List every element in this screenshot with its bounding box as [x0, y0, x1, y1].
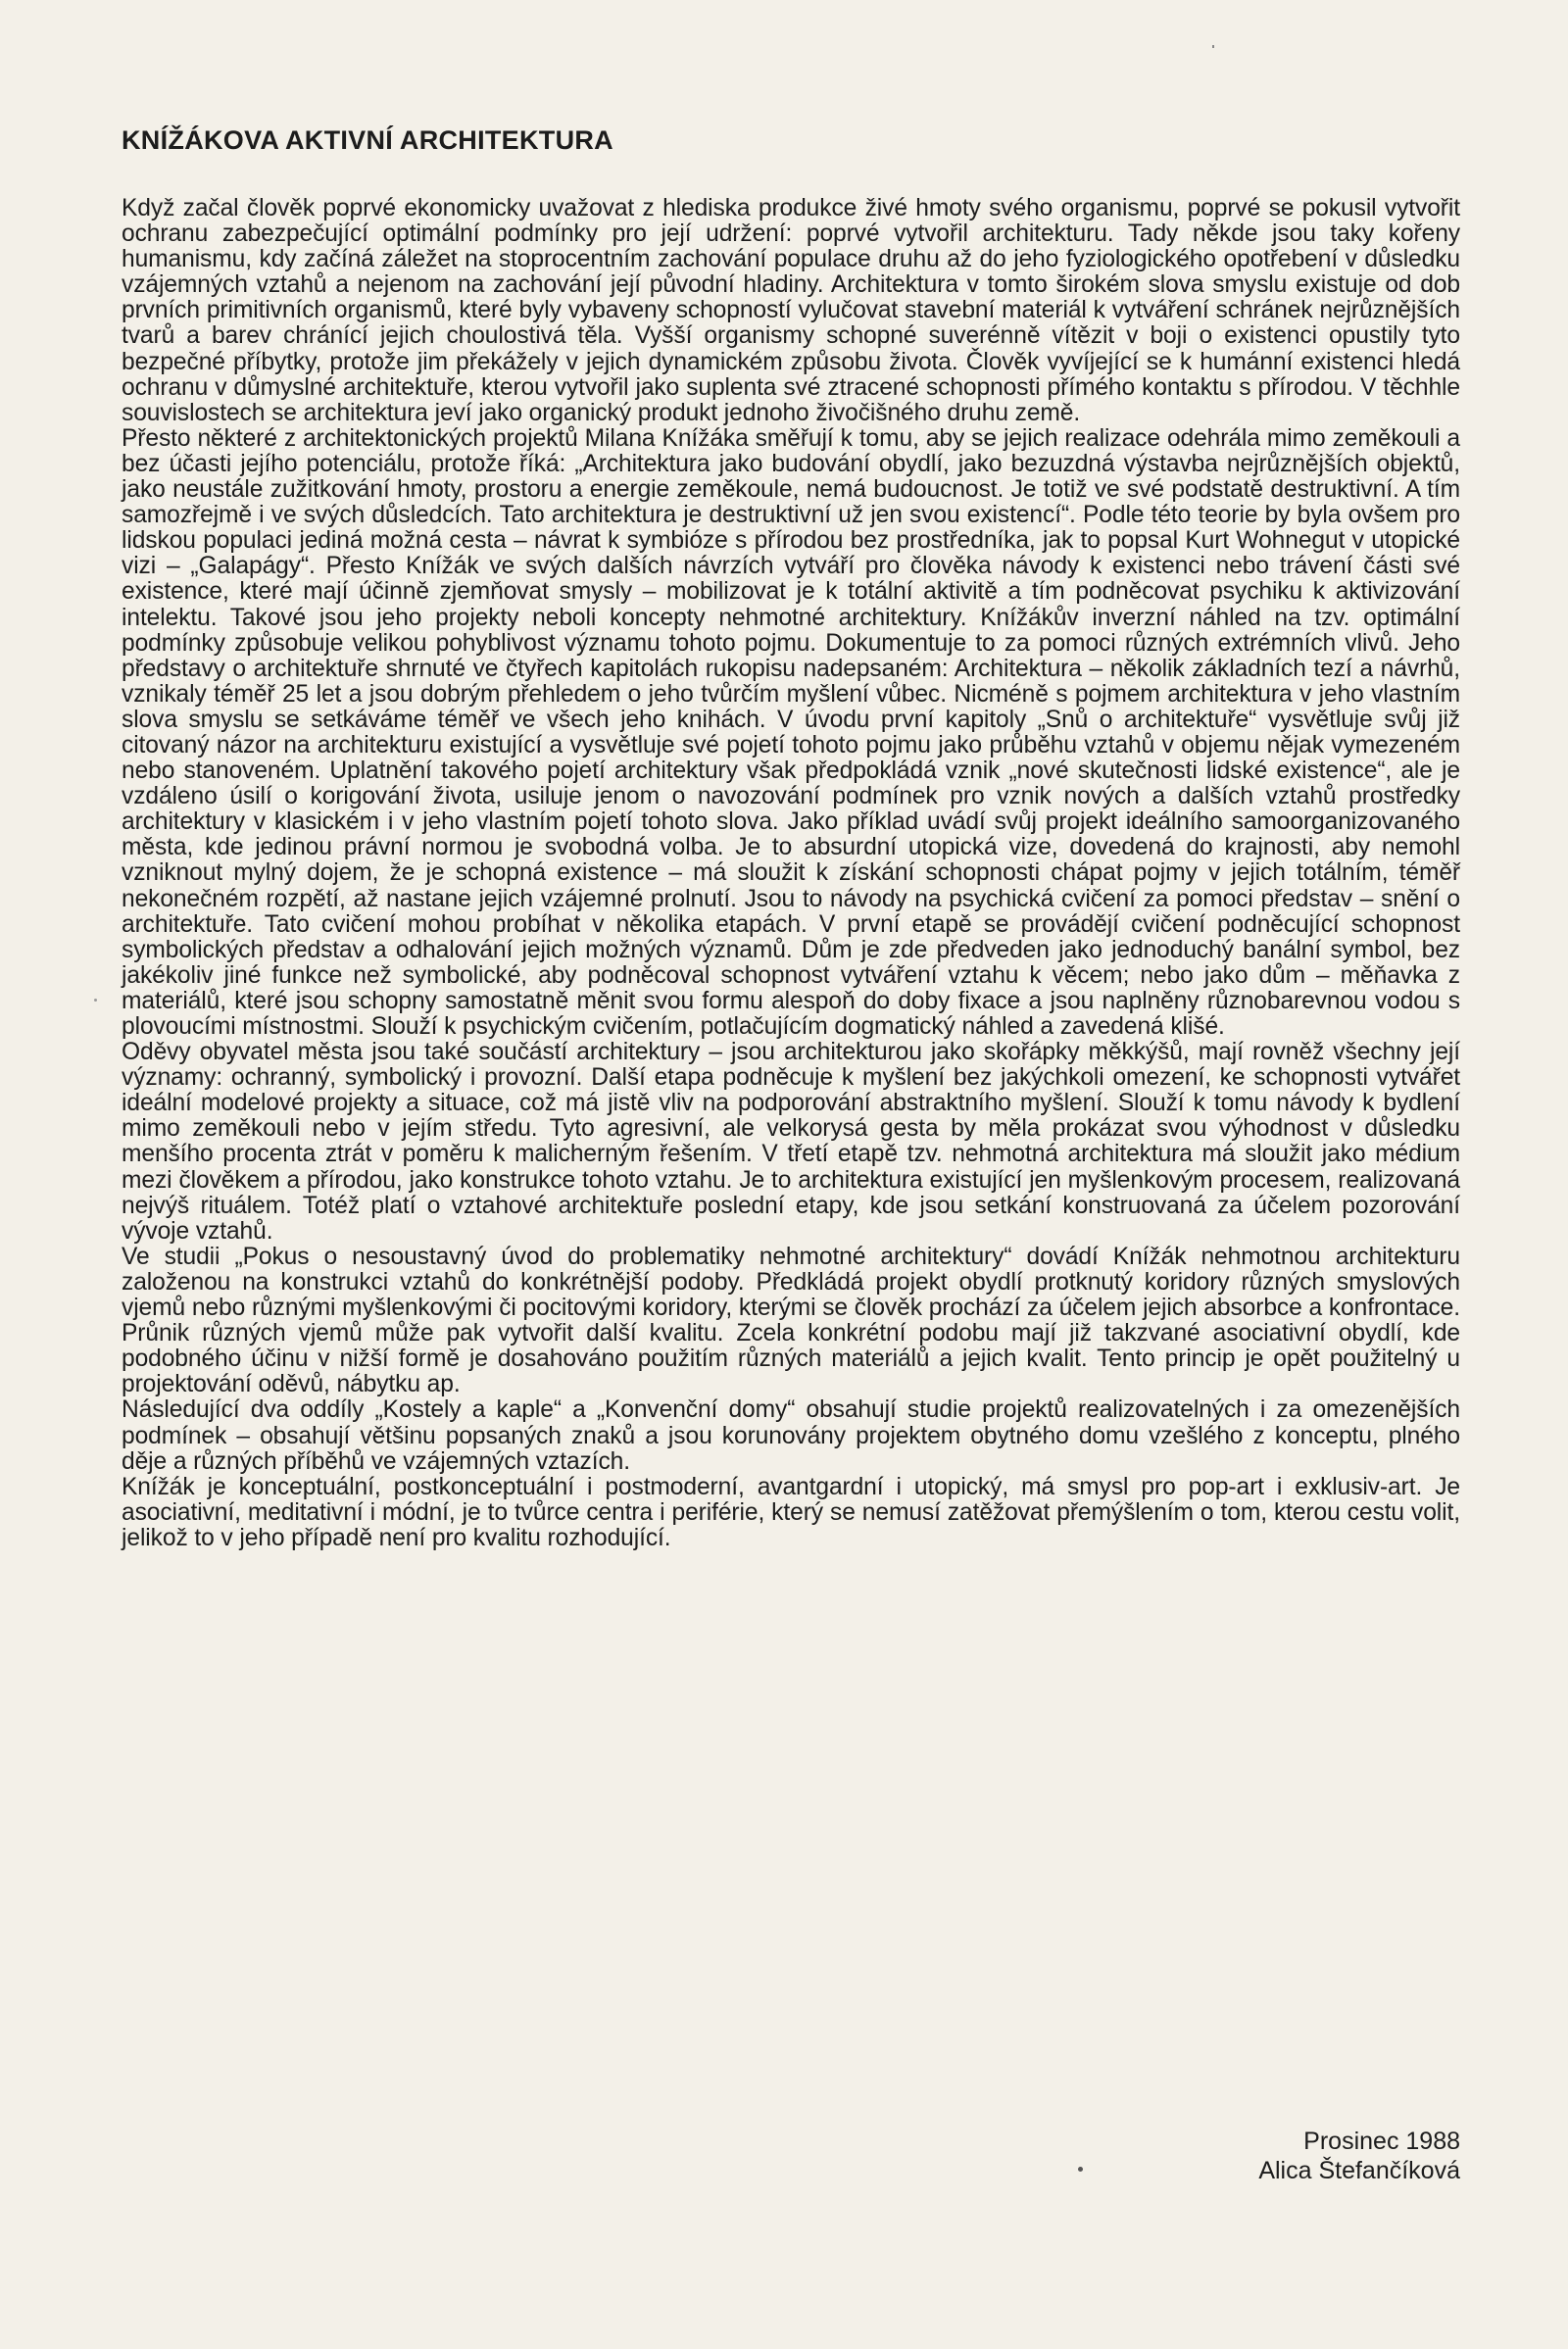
paragraph: Když začal člověk poprvé ekonomicky uvažovat z hlediska produkce živé hmoty svého organismu, poprvé se pokusil vytvořit ochranu zabezpečující optimální podmínky pro její udržení: poprvé vytvořil architekturu. Tady někde jsou taky kořeny humanismu, kdy začíná záležet na stoprocentním zachování populace druhu až do jeho fyziologického opotřebení v důsledku vzájemných vztahů a nejenom na zachování její původní hladiny. Architektura v tomto širokém slova smyslu existuje od dob prvních primitivních organismů, které byly vybaveny schopností vylučovat stavební materiál k vytváření schránek nejrůznějších tvarů a barev chránící jejich choulostivá těla. Vyšší organismy schopné suverénně vítězit v boji o existenci opustily tyto bezpečné příbytky, protože jim překážely v jejich dynamickém způsobu života. Člověk vyvíjející se k humánní existenci hledá ochranu v důmyslné architektuře, kterou vytvořil jako suplenta své ztracené schopnosti přímého kontaktu s přírodou. V těchhle souvislostech se architektura jeví jako organický produkt jednoho živočišného druhu země.: [122, 195, 1460, 426]
bullet-dot: [1078, 2167, 1083, 2172]
paragraph: Následující dva oddíly „Kostely a kaple“ a „Konvenční domy“ obsahují studie projektů realizovatelných i za omezenějších podmínek – obsahují většinu popsaných znaků a jsou korunovány projektem obytného domu vzešlého z konceptu, plného děje a různých příběhů ve vzájemných vztazích.: [122, 1396, 1460, 1475]
paragraph: Oděvy obyvatel města jsou také součástí architektury – jsou architekturou jako skořápky měkkýšů, mají rovněž všechny její významy: ochranný, symbolický i provozní. Další etapa podněcuje k myšlení bez jakýchkoli omezení, ke schopnosti vytvářet ideální modelové projekty a situace, což má jistě vliv na podporování abstraktního myšlení. Slouží k tomu návody k bydlení mimo zeměkouli nebo v jejím středu. Tyto agresivní, ale velkorysá gesta by měla prokázat svou výhodnost v důsledku menšího procenta ztrát v poměru k malicherným řešením. V třetí etapě tzv. nehmotná architektura má sloužit jako médium mezi člověkem a přírodou, jako konstrukce tohoto vztahu. Je to architektura existující jen myšlenkovým procesem, realizovaná nejvýš rituálem. Totéž platí o vztahové architektuře poslední etapy, kde jsou setkání konstruovaná za účelem pozorování vývoje vztahů.: [122, 1039, 1460, 1245]
signature-date: Prosinec 1988: [1303, 2128, 1460, 2155]
article-title: KNÍŽÁKOVA AKTIVNÍ ARCHITEKTURA: [122, 125, 613, 155]
paper-speck: [1212, 45, 1214, 48]
paper-speck: [94, 999, 97, 1002]
paragraph: Přesto některé z architektonických projektů Milana Knížáka směřují k tomu, aby se jejich realizace odehrála mimo zeměkouli a bez účasti jejího potenciálu, protože říká: „Architektura jako budování obydlí, jako bezuzdná výstavba nejrůznějších objektů, jako neustále zužitkování hmoty, prostoru a energie zeměkoule, nemá budoucnost. Je totiž ve své podstatě destruktivní. A tím samozřejmě i ve svých důsledcích. Tato architektura je destruktivní už jen svou existencí“. Podle této teorie by byla ovšem pro lidskou populaci jediná možná cesta – návrat k symbióze s přírodou bez prostředníka, jak to popsal Kurt Wohnegut v utopické vizi – „Galapágy“. Přesto Knížák ve svých dalších návrzích vytváří pro člověka návody k existenci nebo trávení části své existence, které mají účinně zjemňovat smysly – mobilizovat je k totální aktivitě a tím podněcovat psychiku k aktivizování intelektu. Takové jsou jeho projekty neboli koncepty nehmotné architektury. Knížákův inverzní náhled na tzv. optimální podmínky způsobuje velikou pohyblivost významu tohoto pojmu. Dokumentuje to za pomoci různých extrémních vlivů. Jeho představy o architektuře shrnuté ve čtyřech kapitolách rukopisu nadepsaném: Architektura – několik základních tezí a návrhů, vznikaly téměř 25 let a jsou dobrým přehledem o jeho tvůrčím myšlení vůbec. Nicméně s pojmem architektura v jeho vlastním slova smyslu se setkáváme téměř ve všech jeho knihách. V úvodu první kapitoly „Snů o architektuře“ vysvětluje svůj již citovaný názor na architekturu existující a vysvětluje své pojetí tohoto pojmu jako průběhu vztahů v objemu nějak vymezeném nebo stanoveném. Uplatnění takového pojetí architektury však předpokládá vznik „nové skutečnosti lidské existence“, ale je vzdáleno úsilí o korigování života, usiluje jenom o navozování podmínek pro vznik nových a dalších vztahů prostředky architektury v klasickém i v jeho vlastním pojetí tohoto slova. Jako příklad uvádí svůj projekt ideálního samoorganizovaného města, kde jedinou právní normou je svobodná volba. Je to absurdní utopická vize, dovedená do krajnosti, aby nemohl vzniknout mylný dojem, že je schopná existence – má sloužit k získání schopnosti chápat pojmy v jejich totálním, téměř nekonečném rozpětí, až nastane jejich vzájemné prolnutí. Jsou to návody na psychická cvičení za pomoci představ – snění o architektuře. Tato cvičení mohou probíhat v několika etapách. V první etapě se provádějí cvičení podněcující schopnost symbolických představ a odhalování jejich možných významů. Dům je zde předveden jako jednoduchý banální symbol, bez jakékoliv jiné funkce než symbolické, aby podněcoval schopnost vytváření vztahu k věcem; nebo jako dům – měňavka z materiálů, které jsou schopny samostatně měnit svou formu alespoň do doby fixace a jsou naplněny různobarevnou vodou s plovoucími místnostmi. Slouží k psychickým cvičením, potlačujícím dogmatický náhled a zavedená klišé.: [122, 424, 1460, 1040]
article-body: [122, 196, 1460, 1551]
signature-block: [1166, 2127, 1460, 2185]
paragraph: Ve studii „Pokus o nesoustavný úvod do problematiky nehmotné architektury“ dovádí Knížák nehmotnou architekturu založenou na konstrukci vztahů do konkrétnější podoby. Předkládá projekt obydlí protknutý koridory různých smyslových vjemů nebo různými myšlenkovými či pocitovými koridory, kterými se člověk prochází za účelem jejich absorbce a konfrontace. Průnik různých vjemů může pak vytvořit další kvalitu. Zcela konkrétní podobu mají již takzvané asociativní obydlí, kde podobného účinu v nižší formě je dosahováno použitím různých materiálů a jejich kvalit. Tento princip je opět použitelný u projektování oděvů, nábytku ap.: [122, 1243, 1460, 1398]
article: [122, 125, 1460, 1551]
signature-author: Alica Štefančíková: [1258, 2157, 1460, 2184]
paragraph: Knížák je konceptuální, postkonceptuální i postmoderní, avantgardní i utopický, má smysl pro pop-art i exklusiv-art. Je asociativní, meditativní i módní, je to tvůrce centra i periférie, který se nemusí zatěžovat přemýšlením o tom, kterou cestu volit, jelikož to v jeho případě není pro kvalitu rozhodující.: [122, 1473, 1460, 1551]
